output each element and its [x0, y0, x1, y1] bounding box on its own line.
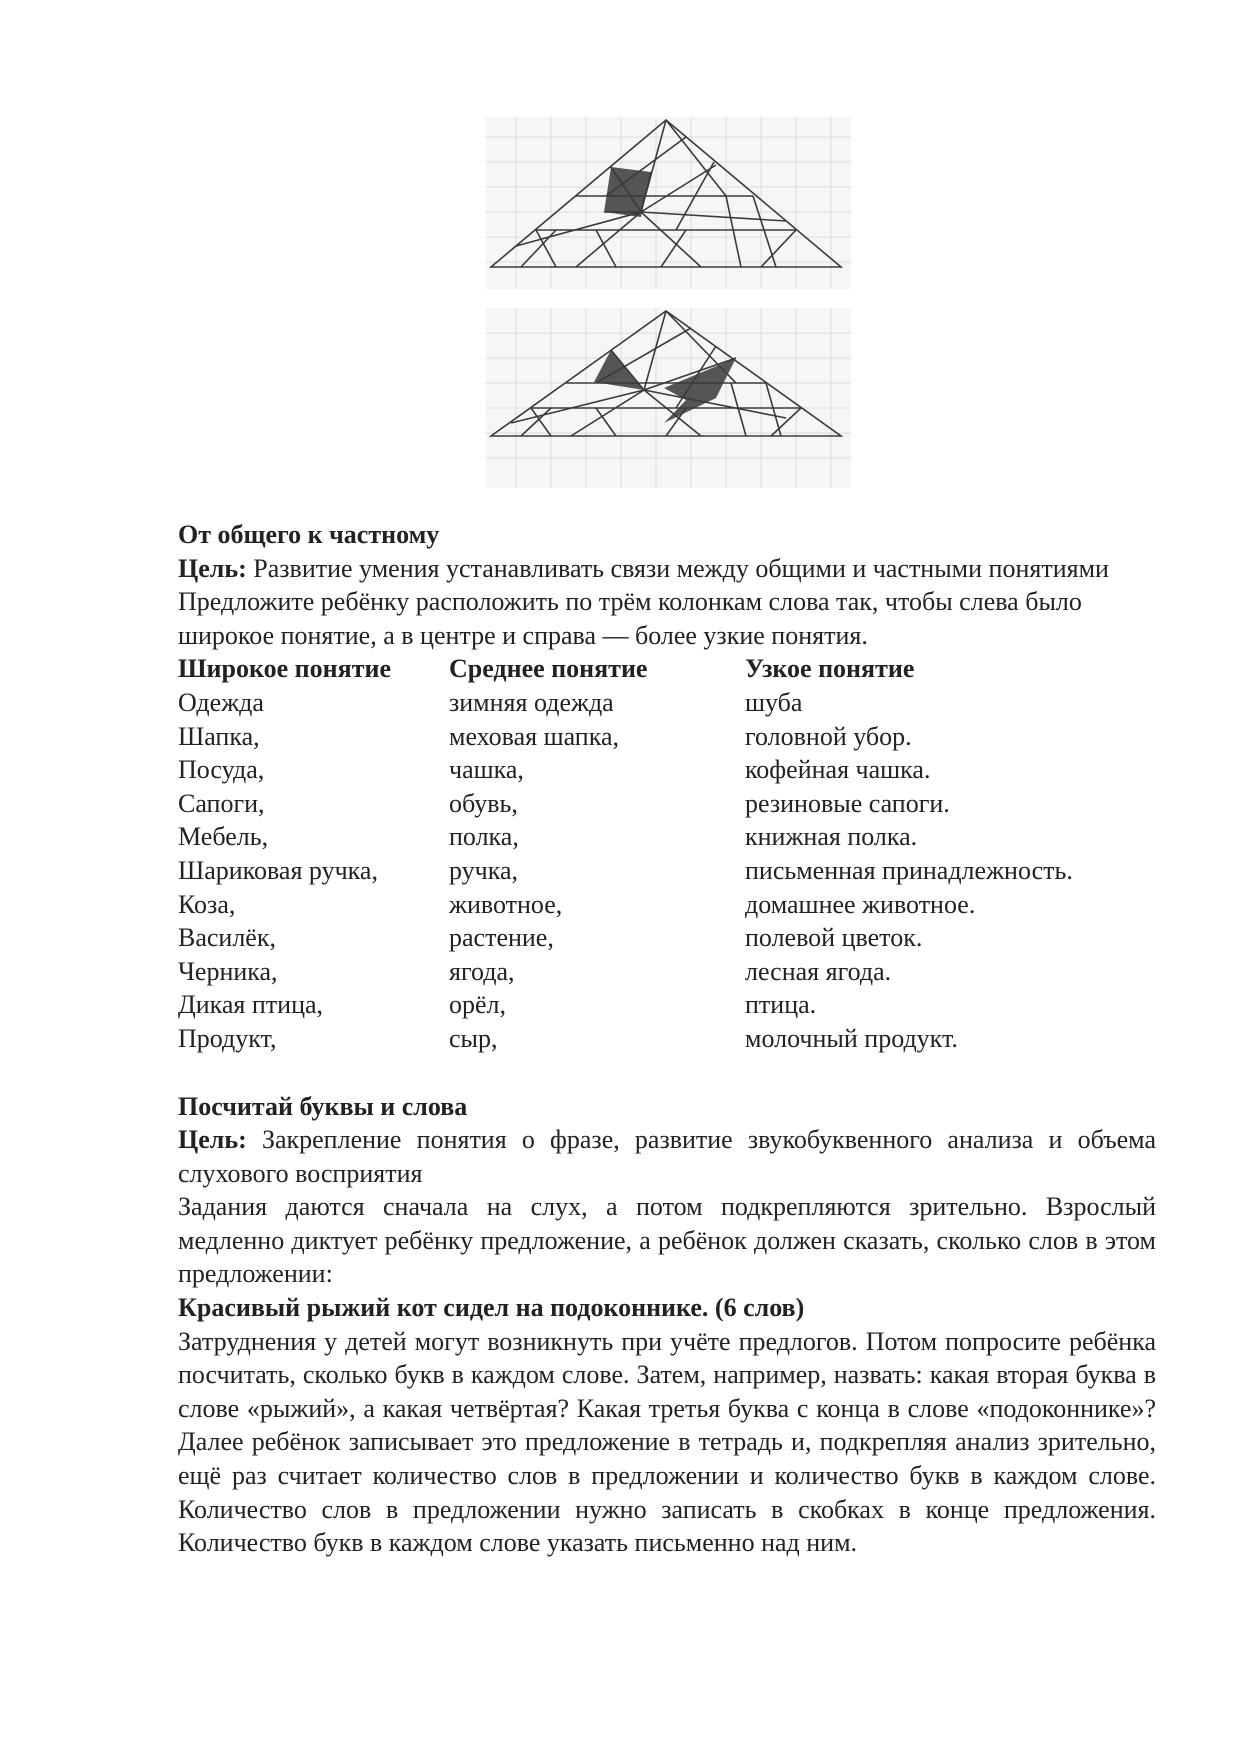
table-cell: Черника, — [178, 956, 278, 986]
task-paragraph: Задания даются сначала на слух, а потом подкрепляются зрительно. Взрослый медленно диктует ребёнку предложение, а ребёнок должен сказать, сколько слов в этом предложении: — [178, 1192, 1156, 1289]
table-header-row — [178, 652, 1073, 686]
table-row — [178, 854, 1073, 888]
table-cell: Дикая птица, — [178, 990, 324, 1020]
table-row — [178, 955, 1073, 989]
table-row — [178, 720, 1073, 754]
table-cell: ягода, — [449, 956, 515, 986]
table-cell: полка, — [449, 822, 519, 852]
table-cell: орёл, — [449, 990, 507, 1020]
table-cell: сыр, — [449, 1023, 498, 1053]
column-header: Широкое понятие — [178, 654, 391, 684]
grid-background — [486, 308, 851, 488]
table-row — [178, 820, 1073, 854]
table-cell: полевой цветок. — [745, 923, 923, 953]
table-cell: лесная ягода. — [745, 956, 892, 986]
table-row — [178, 921, 1073, 955]
table-cell: Сапоги, — [178, 788, 265, 818]
table-cell: головной убор. — [745, 721, 912, 751]
table-cell: шуба — [745, 687, 803, 717]
table-cell: домашнее животное. — [745, 889, 976, 919]
table-cell: книжная полка. — [745, 822, 918, 852]
table-row — [178, 988, 1073, 1022]
table-cell: животное, — [449, 889, 563, 919]
table-cell: молочный продукт. — [745, 1023, 958, 1053]
explanation-paragraph: Затруднения у детей могут возникнуть при учёте предлогов. Потом попросите ребёнка посчитать, сколько букв в каждом слове. Затем, например, назвать: какая вторая буква в слове «рыжий», а какая четвёртая? Какая третья буква с конца в слове «подоконнике»? Далее ребёнок записывает это предложение в тетрадь и, подкрепляя анализ зрительно, ещё раз считает количество слов в предложении и количество букв в каждом слове. Количество слов в предложении нужно записать в скобках в конце предложения. Количество букв в каждом слове указать письменно над ним. — [178, 1326, 1156, 1558]
table-cell: чашка, — [449, 755, 524, 785]
shaded-piece-right — [664, 358, 736, 423]
document-body — [178, 518, 1156, 1560]
goal-label: Цель: — [178, 553, 247, 583]
column-header: Среднее понятие — [449, 654, 648, 684]
table-cell: Посуда, — [178, 755, 265, 785]
table-cell: меховая шапка, — [449, 721, 620, 751]
table-cell: растение, — [449, 923, 554, 953]
triangle-figure-1 — [486, 117, 851, 289]
section-spacer — [178, 1056, 1156, 1090]
triangle-diagram-2 — [486, 308, 851, 488]
triangle-lines — [491, 311, 841, 436]
table-cell: Мебель, — [178, 822, 269, 852]
grid-background — [486, 117, 851, 289]
goal-label: Цель: — [178, 1125, 247, 1155]
table-cell: Шариковая ручка, — [178, 855, 378, 885]
table-cell: ручка, — [449, 855, 519, 885]
table-cell: Продукт, — [178, 1023, 277, 1053]
table-row — [178, 787, 1073, 821]
table-cell: Одежда — [178, 687, 264, 717]
instruction-paragraph: Предложите ребёнку расположить по трём колонкам слова так, чтобы слева было широкое понятие, а в центре и справа — более узкие понятия. — [178, 587, 1082, 650]
section-title: От общего к частному — [178, 520, 440, 549]
table-row — [178, 1022, 1073, 1056]
triangle-lines — [491, 120, 841, 267]
triangle-diagram-1 — [486, 117, 851, 289]
concepts-table — [178, 652, 1073, 1055]
section-title: Посчитай буквы и слова — [178, 1091, 468, 1121]
table-cell: письменная принадлежность. — [745, 855, 1073, 885]
table-cell: птица. — [745, 990, 817, 1020]
table-cell: Шапка, — [178, 721, 260, 751]
table-row — [178, 888, 1073, 922]
example-sentence: Красивый рыжий кот сидел на подоконнике. (6 слов) — [178, 1293, 805, 1323]
column-header: Узкое понятие — [745, 654, 915, 684]
table-cell: зимняя одежда — [449, 687, 614, 717]
table-cell: Коза, — [178, 889, 236, 919]
table-row — [178, 753, 1073, 787]
triangle-figure-2 — [486, 308, 851, 488]
goal-text: Развитие умения устанавливать связи между общими и частными понятиями — [246, 553, 1109, 583]
goal-paragraph — [178, 552, 1156, 586]
goal-text: Закрепление понятия о фразе, развитие звукобуквенного анализа и объема слухового восприятия — [178, 1125, 1156, 1188]
table-cell: резиновые сапоги. — [745, 788, 950, 818]
table-cell: Василёк, — [178, 923, 276, 953]
table-cell: кофейная чашка. — [745, 755, 931, 785]
table-row — [178, 686, 1073, 720]
goal-paragraph — [178, 1123, 1156, 1190]
table-cell: обувь, — [449, 788, 518, 818]
